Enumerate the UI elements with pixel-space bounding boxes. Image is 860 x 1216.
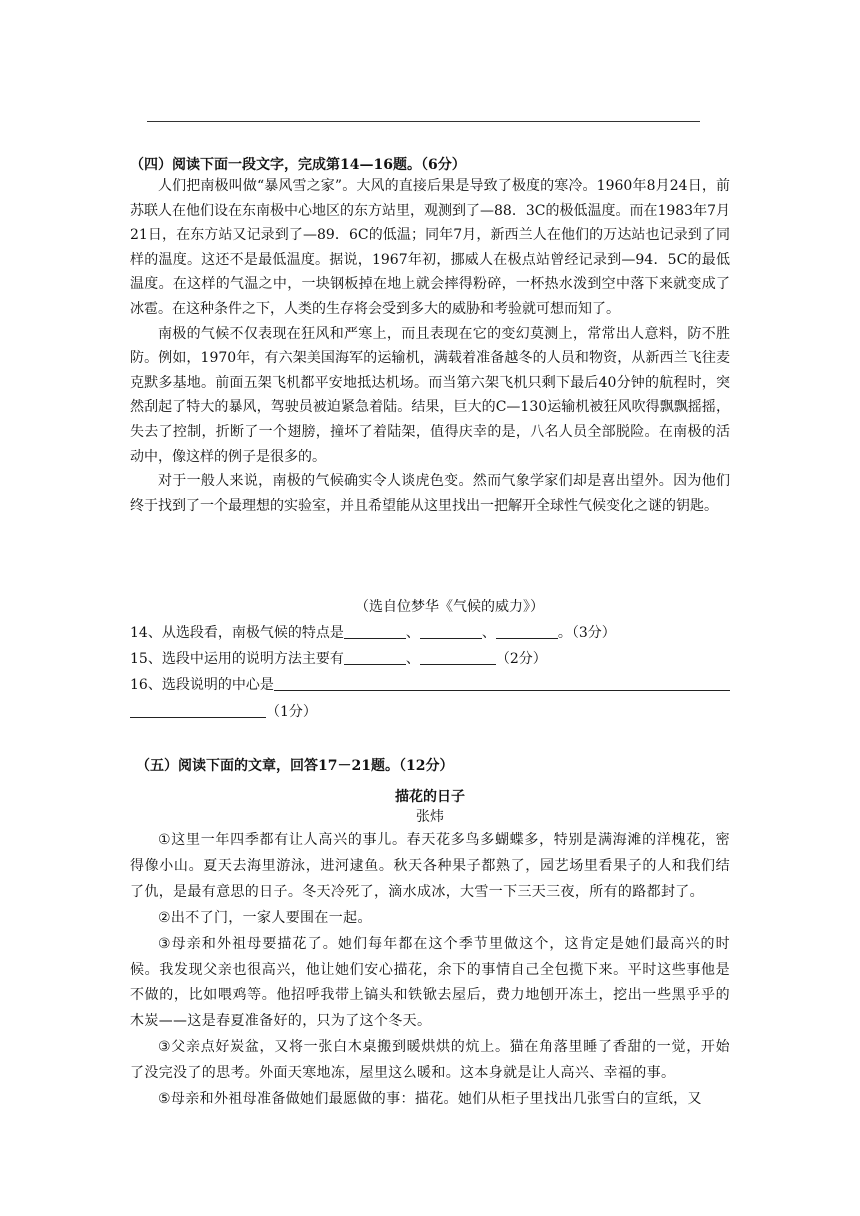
section5-heading: （五）阅读下面的文章，回答17－21题。（12分） — [136, 758, 454, 774]
question-15-text: 15、选段中运用的说明方法主要有 — [130, 651, 344, 667]
question-15: 15、选段中运用的说明方法主要有 、 （2分） — [130, 651, 547, 667]
answer-blank-14c[interactable] — [496, 624, 558, 639]
section5-paragraph-5: ⑤母亲和外祖母准备做她们最愿做的事：描花。她们从柜子里找出几张雪白的宣纸，又 — [158, 1091, 702, 1108]
question-14: 14、从选段看，南极气候的特点是 、 、 。（3分） — [130, 625, 616, 641]
question-15-score: （2分） — [495, 651, 547, 667]
answer-blank-14a[interactable] — [344, 624, 406, 639]
section5-paragraph-3: ③母亲和外祖母要描花了。她们每年都在这个季节里做这个，这肯定是她们最高兴的时候。我发现父亲也很高兴，他让她们安心描花，余下的事情自己全包揽下来。平时这些事他是不做的，比如喂鸡等。他招呼我带上镐头和铁锨去屋后，费力地刨开冻土，挖出一些黑乎乎的木炭——这是春夏准备好的，只为了这个冬天。 — [130, 935, 730, 1030]
section5-paragraph-1: ①这里一年四季都有让人高兴的事儿。春天花多鸟多蝴蝶多，特别是满海滩的洋槐花，密得像小山。夏天去海里游泳，进河逮鱼。秋天各种果子都熟了，园艺场里看果子的人和我们结了仇，是最有意思的日子。冬天冷死了，滴水成冰，大雪一下三天三夜，所有的路都封了。 — [130, 832, 730, 900]
question-16 — [130, 674, 730, 694]
top-divider — [147, 121, 700, 122]
section5-body — [130, 828, 730, 1113]
section5-paragraph-4: ③父亲点好炭盆，又将一张白木桌搬到暖烘烘的炕上。猫在角落里睡了香甜的一觉，开始了没完没了的思考。外面天寒地冻，屋里这么暖和。这本身就是让人高兴、幸福的事。 — [130, 1039, 730, 1082]
section4-heading: （四）阅读下面一段文字，完成第14—16题。（6分） — [130, 157, 466, 173]
question-14-text: 14、从选段看，南极气候的特点是 — [130, 625, 344, 641]
article-author: 张炜 — [416, 809, 444, 825]
article-title: 描花的日子 — [395, 789, 465, 805]
answer-blank-16a[interactable] — [274, 676, 730, 691]
section5-paragraph-2: ②出不了门，一家人要围在一起。 — [158, 909, 372, 926]
answer-blank-16b[interactable] — [130, 703, 266, 718]
answer-blank-15a[interactable] — [344, 650, 406, 665]
passage-source: （选自位梦华《气候的威力》） — [355, 599, 544, 615]
answer-blank-15b[interactable] — [420, 650, 496, 665]
section4-body — [130, 174, 730, 518]
answer-blank-14b[interactable] — [420, 624, 482, 639]
question-16-score: （1分） — [266, 704, 317, 720]
section4-paragraph-1: 人们把南极叫做“暴风雪之家”。大风的直接后果是导致了极度的寒冷。1960年8月24日，前苏联人在他们设在东南极中心地区的东方站里，观测到了—88．3C的极低温度。而在1983年7月21日，在东方站又记录到了—89．6C的低温；同年7月，新西兰人在他们的万达站也记录到了同样的温度。这还不是最低温度。据说，1967年初，挪威人在极点站曾经记录到—94．5C的最低温度。在这样的气温之中，一块钢板掉在地上就会摔得粉碎，一杯热水泼到空中落下来就变成了冰雹。在这种条件之下，人类的生存将会受到多大的威胁和考验就可想而知了。 — [130, 178, 730, 317]
question-14-score: 。（3分） — [557, 625, 616, 641]
section4-paragraph-2: 南极的气候不仅表现在狂风和严寒上，而且表现在它的变幻莫测上，常常出人意料，防不胜防。例如，1970年，有六架美国海军的运输机，满载着准备越冬的人员和物资，从新西兰飞往麦克默多基地。前面五架飞机都平安地抵达机场。而当第六架飞机只剩下最后40分钟的航程时，突然刮起了特大的暴风，驾驶员被迫紧急着陆。结果，巨大的C—130运输机被狂风吹得飘飘摇摇，失去了控制，折断了一个翅膀，撞坏了着陆架，值得庆幸的是，八名人员全部脱险。在南极的活动中，像这样的例子是很多的。 — [130, 325, 730, 465]
question-16-text: 16、选段说明的中心是 — [130, 677, 274, 693]
section4-paragraph-3: 对于一般人来说，南极的气候确实令人谈虎色变。然而气象学家们却是喜出望外。因为他们终于找到了一个最理想的实验室，并且希望能从这里找出一把解开全球性气候变化之谜的钥匙。 — [130, 473, 730, 514]
question-16-continued — [130, 701, 317, 721]
